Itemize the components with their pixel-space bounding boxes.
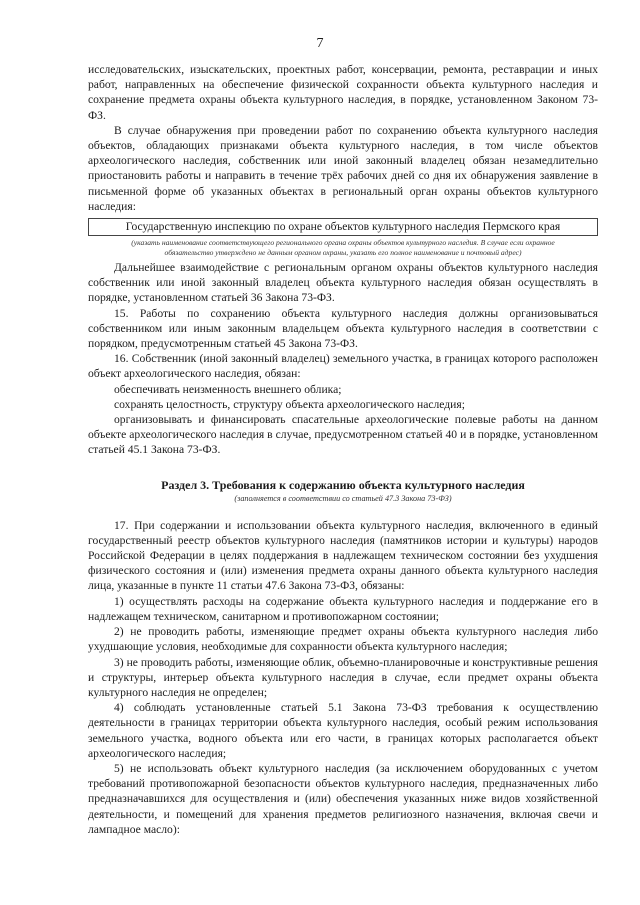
paragraph-top-1: исследовательских, изыскательских, проектных работ, консервации, ремонта, реставрации и иных работ, направленных на обеспечение физической сохранности объекта культурного наследия и сохранение предмета охраны объекта культурного наследия, в порядке, установленном Законом 73-ФЗ.	[88, 63, 598, 122]
paragraph-item-16-b: сохранять целостность, структуру объекта археологического наследия;	[114, 397, 465, 411]
page-number: 7	[316, 36, 324, 51]
list-item-5: 5) не использовать объект культурного наследия (за исключением оборудованных с учетом требований противопожарной безопасности объектов культурного наследия, предназначенных либо предназначавшихся для осуществления и (или) обеспечения указанных ниже видов хозяйственной деятельности, и помещений для хранения предметов религиозного назначения, включая свечи и лампадное масло):	[88, 761, 598, 836]
list-item-1: 1) осуществлять расходы на содержание объекта культурного наследия и поддержание его в надлежащем техническом, санитарном и противопожарном состоянии;	[88, 594, 598, 623]
list-item-3: 3) не проводить работы, изменяющие облик, объемно-планировочные и конструктивные решения и структуры, интерьер объекта культурного наследия в случае, если предмет охраны объекта культурного наследия не определен;	[88, 655, 598, 699]
paragraph-item-16-c: организовывать и финансировать спасательные археологические полевые работы на данном объекте археологического наследия в случае, предусмотренном статьей 40 и в порядке, установленном статьей 45.1 Закона 73-ФЗ.	[88, 413, 598, 457]
paragraph-item-15: 15. Работы по сохранению объекта культурного наследия должны организовываться собственником или иным законным владельцем объекта культурного наследия в соответствии с порядком, предусмотренным статьей 45 Закона 73-ФЗ.	[88, 306, 598, 351]
paragraph-item-16: 16. Собственник (иной законный владелец) земельного участка, в границах которого расположен объект археологического наследия, обязан:	[88, 352, 598, 381]
section-note: (заполняется в соответствии со статьей 47.3 Закона 73-ФЗ)	[234, 493, 452, 503]
document-body	[88, 62, 598, 837]
paragraph-top-2: В случае обнаружения при проведении работ по сохранению объекта культурного наследия объектов, обладающих признаками объекта культурного наследия, в том числе объектов археологического наследия, собственник или иной законный владелец обязан незамедлительно приостановить работы и направить в течение трёх рабочих дней со дня их обнаружения заявление в письменной форме об указанных объектах в региональный орган охраны объектов культурного наследия:	[88, 123, 598, 213]
section-title: Раздел 3. Требования к содержанию объекта культурного наследия	[161, 477, 525, 492]
list-item-2: 2) не проводить работы, изменяющие предмет охраны объекта культурного наследия либо ухудшающие условия, необходимые для сохранности объекта культурного наследия;	[88, 625, 598, 654]
list-item-4: 4) соблюдать установленные статьей 5.1 Закона 73-ФЗ требования к осуществлению деятельности в границах территории объекта культурного наследия, особый режим использования земельного участка, водного объекта или его части, в границах которых располагается объект археологического наследия;	[88, 701, 598, 760]
organ-name-field: Государственную инспекцию по охране объектов культурного наследия Пермского края	[88, 218, 598, 236]
paragraph-item-16-a: обеспечивать неизменность внешнего облика;	[114, 382, 342, 396]
paragraph-mid-1: Дальнейшее взаимодействие с региональным органом охраны объектов культурного наследия собственник или иной законный владелец объекта культурного наследия обязан осуществлять в порядке, установленном статьей 36 Закона 73-ФЗ.	[88, 261, 598, 305]
paragraph-item-17: 17. При содержании и использовании объекта культурного наследия, включенного в единый государственный реестр объектов культурного наследия (памятников истории и культуры) народов Российской Федерации в целях поддержания в надлежащем техническом состоянии без ухудшения физического состояния и (или) изменения предмета охраны данного объекта культурного наследия лица, указанные в пункте 11 статьи 47.6 Закона 73-ФЗ, обязаны:	[88, 518, 598, 593]
organ-name-hint: (указать наименование соответствующего регионального органа охраны объектов культурного наследия. В случае если охранное обязательство утверждено не данным органом охраны, указать его полное наименование и почтовый адрес)	[131, 238, 555, 258]
